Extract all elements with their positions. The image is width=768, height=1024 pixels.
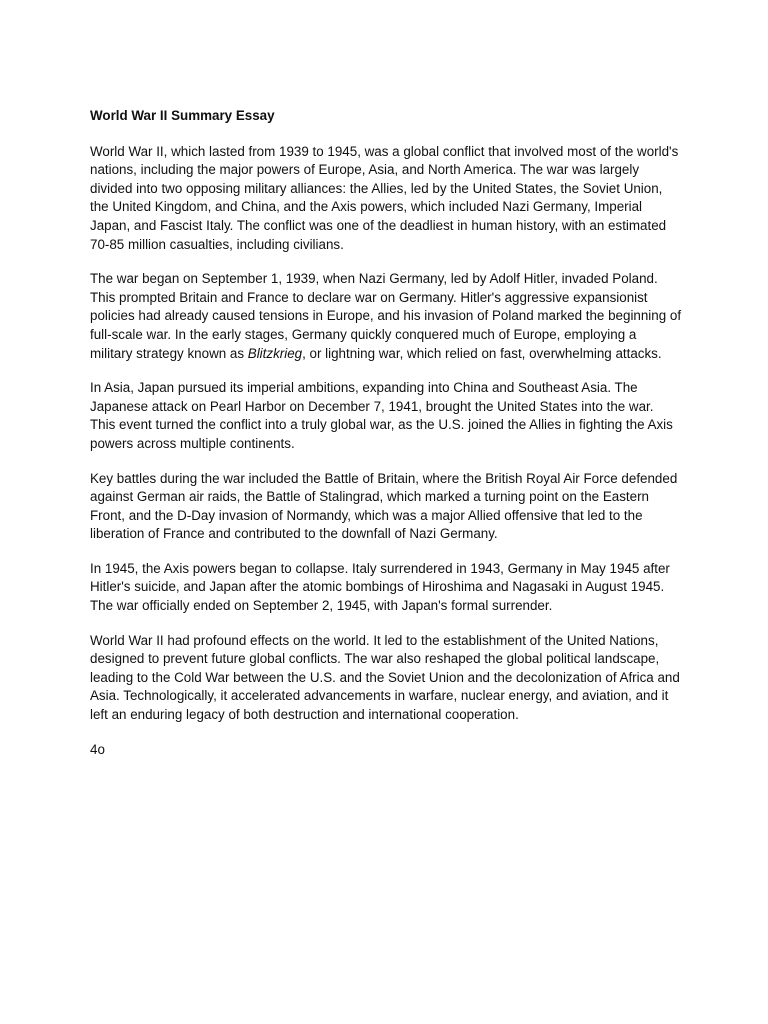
essay-paragraph-3: In Asia, Japan pursued its imperial ambitions, expanding into China and Southeast Asia. The Japanese attack on Pearl Harbor on December 7, 1941, brought the United States into the war. This event turned the conflict into a truly global war, as the U.S. joined the Allies in fighting the Axis powers across multiple continents. <box>90 380 673 451</box>
model-note: 4o <box>90 741 105 757</box>
paragraph-2-text-after: , or lightning war, which relied on fast, overwhelming attacks. <box>302 345 662 361</box>
blitzkrieg-emphasis: Blitzkrieg <box>247 345 303 361</box>
essay-paragraph-2 <box>90 270 682 363</box>
essay-paragraph-4: Key battles during the war included the Battle of Britain, where the British Royal Air Force defended against German air raids, the Battle of Stalingrad, which marked a turning point on the Eastern Front, and the D-Day invasion of Normandy, which was a major Allied offensive that led to the liberation of France and contributed to the downfall of Nazi Germany. <box>90 470 678 542</box>
essay-paragraph-5: In 1945, the Axis powers began to collapse. Italy surrendered in 1943, Germany in May 1945 after Hitler's suicide, and Japan after the atomic bombings of Hiroshima and Nagasaki in August 1945. The war officially ended on September 2, 1945, with Japan's formal surrender. <box>90 560 670 614</box>
essay-page <box>90 107 682 759</box>
essay-title: World War II Summary Essay <box>90 108 275 123</box>
paragraph-2-text-before: The war began on September 1, 1939, when Nazi Germany, led by Adolf Hitler, invaded Poland. This prompted Britain and France to declare war on Germany. Hitler's aggressive expansionist policies had already caused tensions in Europe, and his invasion of Poland marked the beginning of full-scale war. In the early stages, Germany quickly conquered much of Europe, employing a military strategy known as <box>90 271 682 361</box>
essay-paragraph-6: World War II had profound effects on the world. It led to the establishment of the United Nations, designed to prevent future global conflicts. The war also reshaped the global political landscape, leading to the Cold War between the U.S. and the Soviet Union and the decolonization of Africa and Asia. Technologically, it accelerated advancements in warfare, nuclear energy, and aviation, and it left an enduring legacy of both destruction and international cooperation. <box>90 632 680 723</box>
essay-paragraph-1: World War II, which lasted from 1939 to 1945, was a global conflict that involved most of the world's nations, including the major powers of Europe, Asia, and North America. The war was largely divided into two opposing military alliances: the Allies, led by the United States, the Soviet Union, the United Kingdom, and China, and the Axis powers, which included Nazi Germany, Imperial Japan, and Fascist Italy. The conflict was one of the deadliest in human history, with an estimated 70-85 million casualties, including civilians. <box>90 143 679 252</box>
